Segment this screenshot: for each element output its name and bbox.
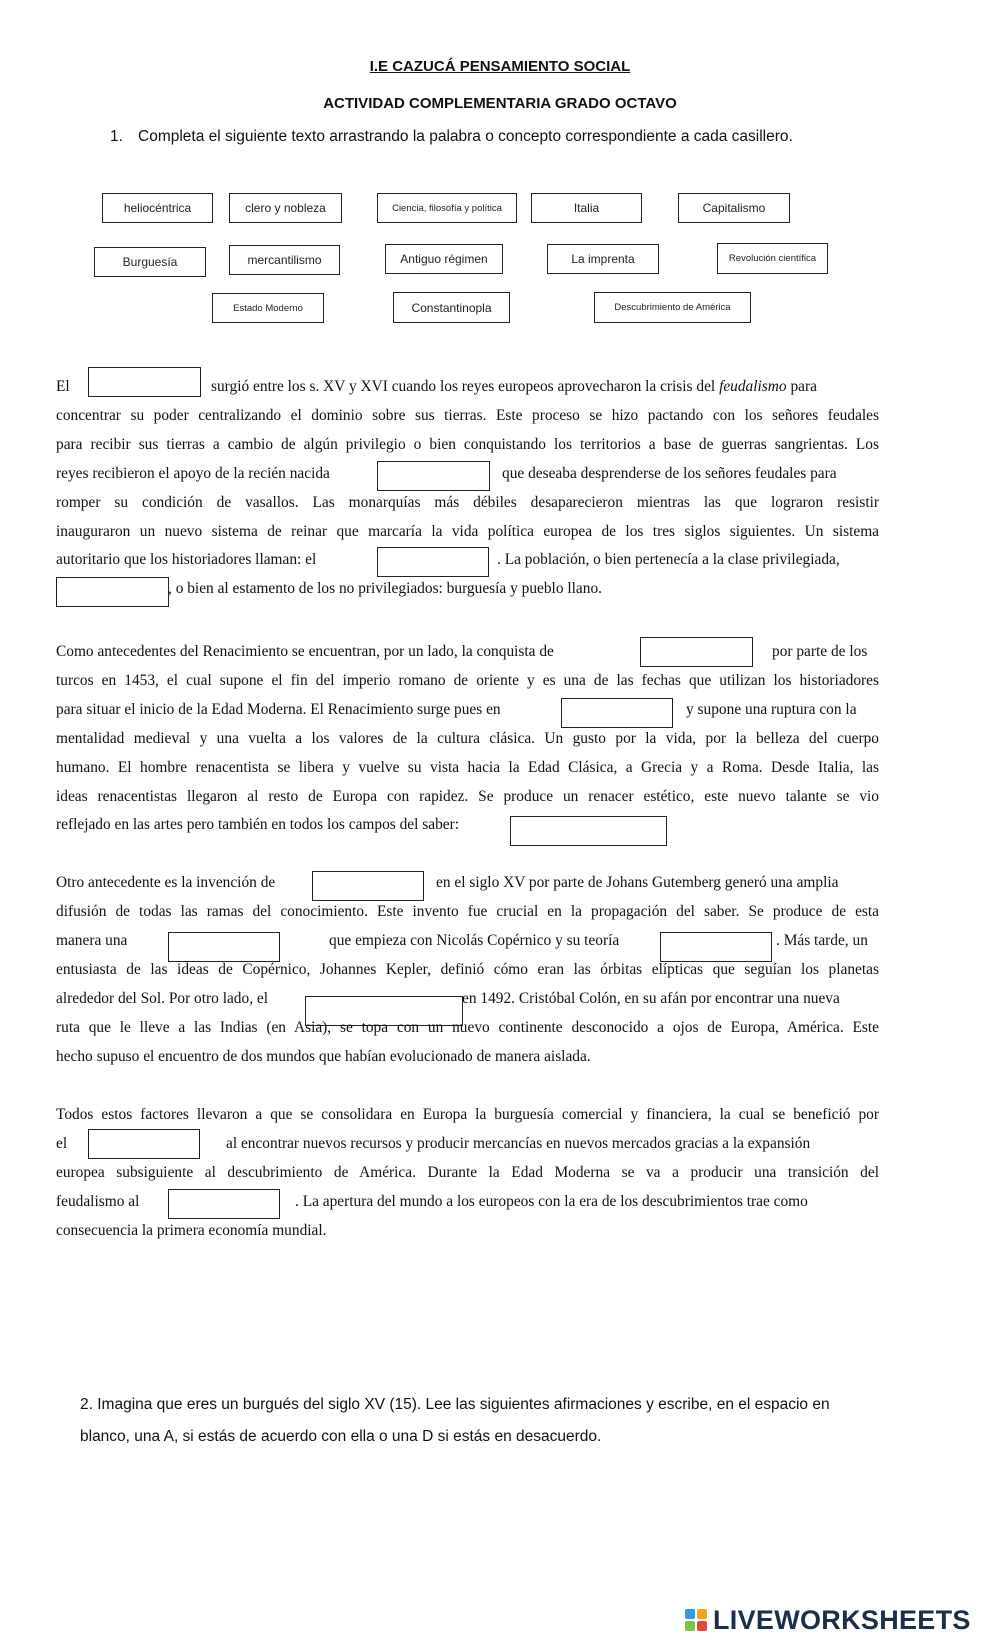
text: feudalismo al <box>56 1193 140 1210</box>
word-chip-la-imprenta[interactable]: La imprenta <box>547 244 659 274</box>
word-chip-descubrimiento-america[interactable]: Descubrimiento de América <box>594 292 751 323</box>
text: para recibir sus tierras a cambio de algún privilegio o bien conquistando los territorios a base de guerras sangrientas. Los <box>56 436 879 453</box>
text: al encontrar nuevos recursos y producir mercancías en nuevos mercados gracias a la expansión <box>226 1135 811 1152</box>
drop-blank-12[interactable] <box>88 1129 200 1159</box>
word-chip-estado-moderno[interactable]: Estado Moderno <box>212 293 324 323</box>
text: alrededor del Sol. Por otro lado, el <box>56 990 268 1007</box>
text: y supone una ruptura con la <box>686 701 857 718</box>
text: ideas renacentistas llegaron al resto de Europa con rapidez. Se produce un renacer estético, este nuevo talante se vio <box>56 788 879 805</box>
text: inauguraron un nuevo sistema de reinar que marcaría la vida política europea de los tres siglos siguientes. Un sistema <box>56 523 879 540</box>
word-chip-italia[interactable]: Italia <box>531 193 642 223</box>
logo-mark-icon <box>685 1609 709 1633</box>
logo-text: LIVEWORKSHEETS <box>713 1605 971 1635</box>
text: manera una <box>56 932 128 949</box>
drop-blank-10[interactable] <box>660 932 772 962</box>
text: reflejado en las artes pero también en todos los campos del saber: <box>56 816 460 833</box>
drop-blank-13[interactable] <box>168 1189 280 1219</box>
drop-blank-2[interactable] <box>377 461 490 491</box>
text: difusión de todas las ramas del conocimiento. Este invento fue crucial en la propagación del saber. Se produce de esta <box>56 903 879 920</box>
question-2-line-1: 2. Imagina que eres un burgués del siglo XV (15). Lee las siguientes afirmaciones y escribe, en el espacio en <box>80 1396 830 1413</box>
text: mentalidad medieval y una vuelta a los valores de la cultura clásica. Un gusto por la vida, por la belleza del cuerpo <box>56 730 879 747</box>
text: hecho supuso el encuentro de dos mundos que habían evolucionado de manera aislada. <box>56 1048 591 1065</box>
text: romper su condición de vasallos. Las monarquías más débiles desaparecieron mientras las que lograron resistir <box>56 494 879 511</box>
text: consecuencia la primera economía mundial. <box>56 1222 327 1239</box>
text: Como antecedentes del Renacimiento se encuentran, por un lado, la conquista de <box>56 643 554 660</box>
text: Todos estos factores llevaron a que se consolidara en Europa la burguesía comercial y financiera, la cual se benefició por <box>56 1106 879 1123</box>
drop-blank-7[interactable] <box>510 816 667 846</box>
text: . La apertura del mundo a los europeos con la era de los descubrimientos trae como <box>295 1193 808 1210</box>
drop-blank-6[interactable] <box>561 698 673 728</box>
word-chip-revolucion-cientifica[interactable]: Revolución científica <box>717 243 828 274</box>
text: el <box>56 1135 68 1152</box>
word-chip-heliocentrica[interactable]: heliocéntrica <box>102 193 213 223</box>
text: ruta que le lleve a las Indias (en Asia), se topa con un nuevo continente desconocido a ojos de Europa, América. Este <box>56 1019 879 1036</box>
text: turcos en 1453, el cual supone el fin del imperio romano de oriente y es una de las fechas que utilizan los historiadores <box>56 672 879 689</box>
word-chip-clero-nobleza[interactable]: clero y nobleza <box>229 193 342 223</box>
word-chip-capitalismo[interactable]: Capitalismo <box>678 193 790 223</box>
text: reyes recibieron el apoyo de la recién nacida <box>56 465 330 482</box>
question-1-instruction: Completa el siguiente texto arrastrando la palabra o concepto correspondiente a cada casillero. <box>138 128 793 145</box>
text: Otro antecedente es la invención de <box>56 874 276 891</box>
text: surgió entre los s. XV y XVI cuando los reyes europeos aprovecharon la crisis del feudalismo para <box>211 378 817 395</box>
word-chip-constantinopla[interactable]: Constantinopla <box>393 292 510 323</box>
text: autoritario que los historiadores llaman: el <box>56 551 317 568</box>
text: . Más tarde, un <box>776 932 868 949</box>
text: europea subsiguiente al descubrimiento de América. Durante la Edad Moderna se va a producir una transición del <box>56 1164 879 1181</box>
drop-blank-1[interactable] <box>88 367 201 397</box>
drop-blank-8[interactable] <box>312 871 424 901</box>
text: que empieza con Nicolás Copérnico y su teoría <box>329 932 620 949</box>
word-chip-mercantilismo[interactable]: mercantilismo <box>229 245 340 275</box>
school-title: I.E CAZUCÁ PENSAMIENTO SOCIAL <box>369 58 631 75</box>
word-chip-antiguo-regimen[interactable]: Antiguo régimen <box>385 244 503 274</box>
text: por parte de los <box>772 643 868 660</box>
text: El <box>56 378 70 395</box>
liveworksheets-logo <box>685 1605 971 1636</box>
text: en 1492. Cristóbal Colón, en su afán por encontrar una nueva <box>462 990 840 1007</box>
text: para situar el inicio de la Edad Moderna. El Renacimiento surge pues en <box>56 701 501 718</box>
text: concentrar su poder centralizando el dominio sobre sus tierras. Este proceso se hizo pactando con los señores feudales <box>56 407 879 424</box>
text: , o bien al estamento de los no privilegiados: burguesía y pueblo llano. <box>168 580 602 597</box>
drop-blank-5[interactable] <box>640 637 753 667</box>
word-chip-burguesia[interactable]: Burguesía <box>94 247 206 277</box>
text: que deseaba desprenderse de los señores feudales para <box>502 465 837 482</box>
drop-blank-9[interactable] <box>168 932 280 962</box>
text: humano. El hombre renacentista se libera y vuelve su vista hacia la Edad Clásica, a Grecia y a Roma. Desde Italia, las <box>56 759 879 776</box>
text: en el siglo XV por parte de Johans Gutemberg generó una amplia <box>436 874 839 891</box>
text: entusiasta de las ideas de Copérnico, Johannes Kepler, definió cómo eran las órbitas elípticas que seguían los planetas <box>56 961 879 978</box>
text: . La población, o bien pertenecía a la clase privilegiada, <box>497 551 840 568</box>
drop-blank-4[interactable] <box>56 577 169 607</box>
question-1-number: 1. <box>110 128 123 145</box>
activity-title: ACTIVIDAD COMPLEMENTARIA GRADO OCTAVO <box>323 95 677 112</box>
question-2-line-2: blanco, una A, si estás de acuerdo con ella o una D si estás en desacuerdo. <box>80 1428 602 1445</box>
drop-blank-3[interactable] <box>377 547 489 577</box>
word-chip-ciencia-filosofia-politica[interactable]: Ciencia, filosofía y política <box>377 193 517 223</box>
